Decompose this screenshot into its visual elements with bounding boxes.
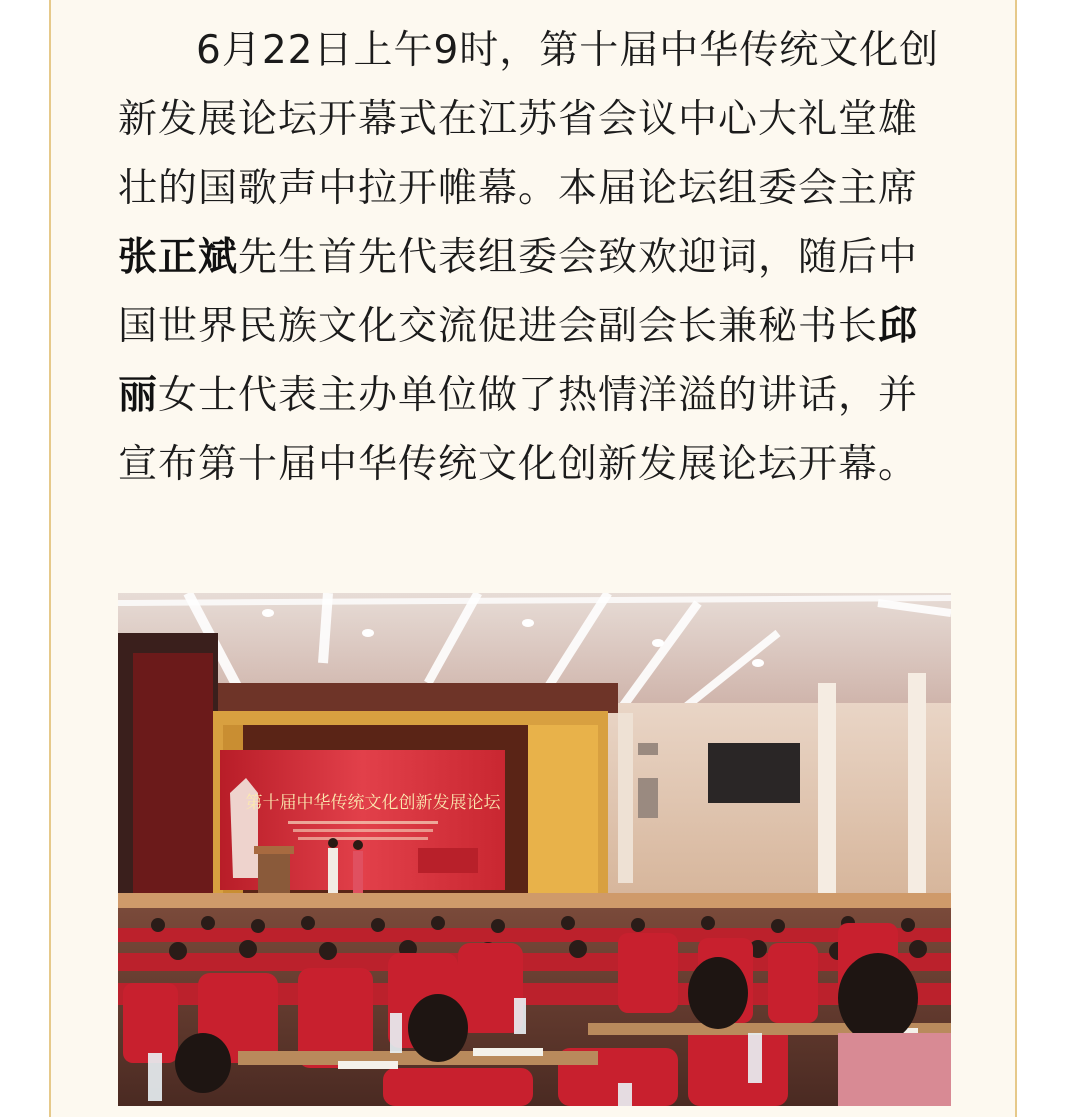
person-name-highlight: 邱丽 [118, 304, 919, 418]
text-run: 女士代表主办单位做了热情洋溢的讲话，并宣布第十届中华传统文化创新发展论坛开幕。 [118, 373, 919, 487]
conference-hall-illustration [118, 593, 951, 1106]
person-name-highlight: 张正斌 [118, 235, 239, 280]
article-paragraph [118, 16, 953, 499]
conference-photo[interactable] [118, 593, 951, 1106]
text-run: 先生首先代表组委会致欢迎词，随后中国世界民族文化交流促进会副会长兼秘书长 [118, 235, 919, 349]
banner-title: 第十届中华传统文化创新发展论坛 [245, 793, 501, 813]
text-run: 6月22日上午9时，第十届中华传统文化创新发展论坛开幕式在江苏省会议中心大礼堂雄壮的国歌声中拉开帷幕。本届论坛组委会主席 [118, 28, 940, 211]
article-body [118, 16, 953, 499]
